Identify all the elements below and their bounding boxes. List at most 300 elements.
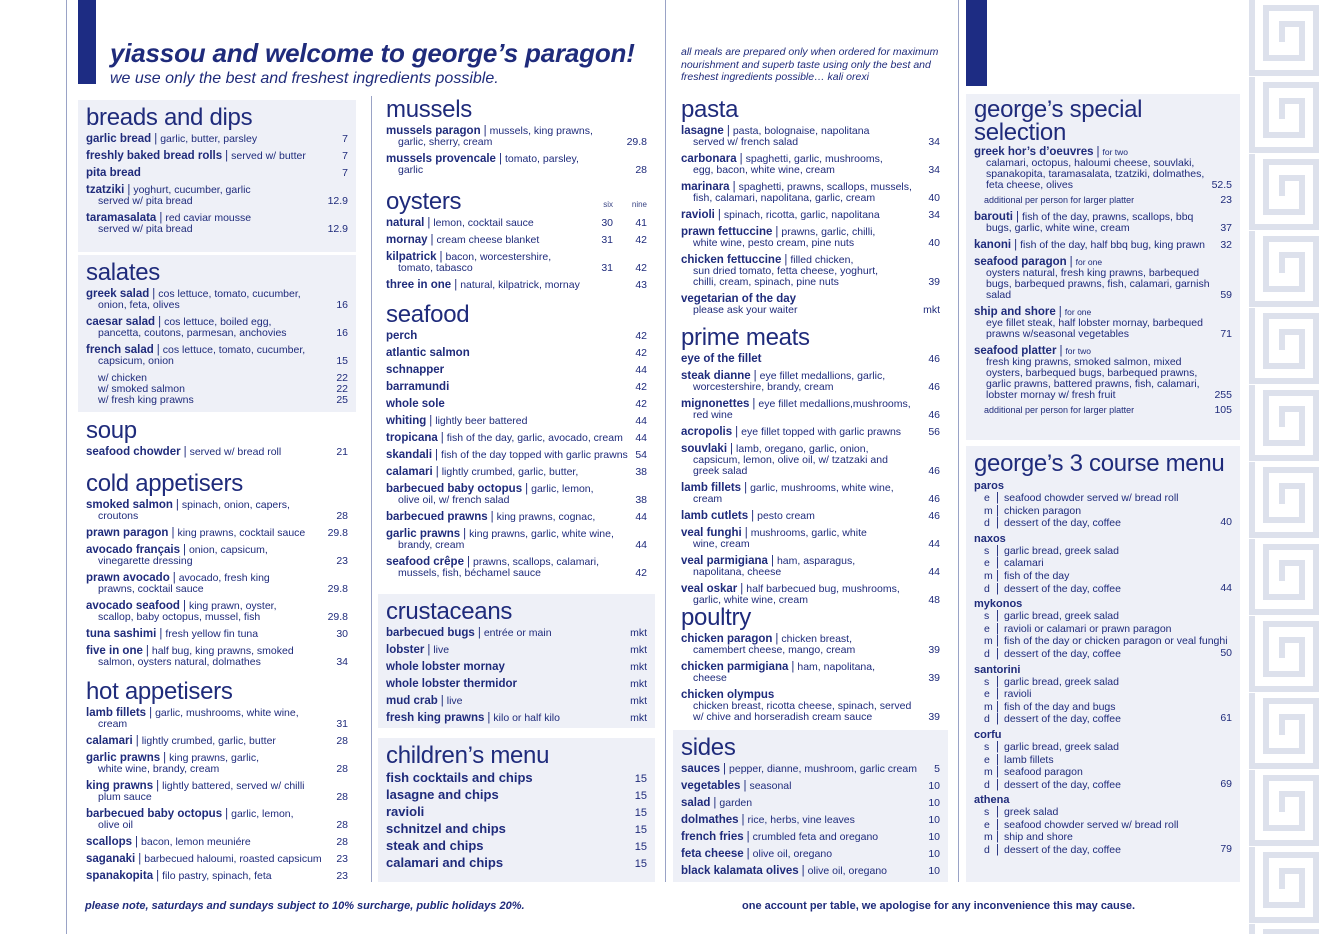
menu-item xyxy=(386,252,647,274)
course-line xyxy=(974,570,1232,583)
separator: | xyxy=(996,831,999,844)
item-text xyxy=(386,696,613,707)
item-name: saganaki xyxy=(86,853,136,865)
item-description-continued: feta cheese, olives xyxy=(986,179,1073,191)
separator: | xyxy=(743,780,747,792)
menu-item xyxy=(386,331,647,342)
item-name: seafood platter xyxy=(974,345,1057,357)
item-description: king prawns, cocktail sauce xyxy=(177,527,306,539)
separator: | xyxy=(739,153,743,165)
separator: | xyxy=(1014,239,1018,251)
menu-item xyxy=(86,213,348,235)
item-text xyxy=(86,753,314,775)
course-dish: dessert of the day, coffee xyxy=(1004,517,1121,530)
item-line xyxy=(386,696,613,707)
menu-item xyxy=(386,806,647,819)
item-price: 42 xyxy=(635,330,647,342)
item-line xyxy=(386,365,613,376)
course-menu-name: mykonos xyxy=(974,598,1023,611)
item-name: barouti xyxy=(974,211,1013,223)
item-text xyxy=(681,354,906,365)
separator: | xyxy=(463,528,467,540)
course-line xyxy=(974,557,1232,570)
menu-item xyxy=(86,500,348,522)
menu-section xyxy=(78,466,356,680)
item-description: eye fillet topped with garlic prawns xyxy=(741,426,902,438)
item-name: lobster xyxy=(386,644,425,656)
item-description-continued: garlic, sherry, cream xyxy=(398,136,493,148)
section-heading: soup xyxy=(86,417,137,444)
item-price: 15 xyxy=(634,807,647,819)
course-code: s xyxy=(984,610,990,623)
item-price: 46 xyxy=(928,409,940,421)
item-text xyxy=(974,146,1205,191)
item-text xyxy=(681,556,906,578)
item-name: lasagne xyxy=(681,125,724,137)
item-text xyxy=(681,815,906,826)
item-text xyxy=(86,447,314,458)
item-description: rice, herbs, vine leaves xyxy=(747,814,855,826)
item-description: garlic, mushrooms, white wine, xyxy=(750,482,894,494)
course-code: m xyxy=(984,831,993,844)
course-dish: seafood chowder served w/ bread roll xyxy=(1004,492,1179,504)
item-name: chicken fettuccine xyxy=(681,254,782,266)
item-name: five in one xyxy=(86,645,143,657)
menu-item xyxy=(86,185,348,207)
separator: | xyxy=(159,212,163,224)
item-text xyxy=(386,645,613,656)
item-description: olive oil, oregano xyxy=(807,865,888,877)
separator: | xyxy=(801,865,805,877)
menu-section xyxy=(78,255,356,412)
item-description: spinach, ricotta, garlic, napolitana xyxy=(723,209,880,221)
course-code: e xyxy=(984,492,990,504)
menu-item xyxy=(86,134,348,145)
item-description-continued: salad xyxy=(986,289,1012,301)
separator: | xyxy=(744,527,748,539)
separator: | xyxy=(427,217,431,229)
item-name: whiting xyxy=(386,415,427,427)
course-line xyxy=(974,517,1232,530)
menu-section xyxy=(966,446,1240,882)
course-line xyxy=(974,831,1232,844)
item-description-continued: bugs, barbequed prawns, fish, calamari, garnish xyxy=(986,278,1210,290)
item-name: ravioli xyxy=(681,209,715,221)
item-price: 32 xyxy=(1220,239,1232,251)
item-price: 21 xyxy=(336,446,348,458)
item-name: freshly baked bread rolls xyxy=(86,150,223,162)
separator: | xyxy=(156,344,160,356)
item-description-continued: egg, bacon, white wine, cream xyxy=(693,164,835,176)
menu-item xyxy=(386,789,647,802)
item-text xyxy=(386,252,579,274)
item-line xyxy=(681,866,906,877)
item-name: lasagne and chips xyxy=(386,787,499,802)
item-description: king prawn, oyster, xyxy=(188,600,277,612)
item-name: seafood chowder xyxy=(86,446,181,458)
course-line xyxy=(974,610,1232,623)
item-description: red caviar mousse xyxy=(165,212,252,224)
item-description-continued: lobster mornay w/ fresh fruit xyxy=(986,389,1116,401)
course-dish: dessert of the day, coffee xyxy=(1004,844,1121,857)
item-name: prawn avocado xyxy=(86,572,170,584)
course-dish: dessert of the day, coffee xyxy=(1004,713,1121,726)
item-line xyxy=(86,168,314,179)
item-price: 44 xyxy=(928,538,940,550)
separator: | xyxy=(726,125,730,137)
menu-item xyxy=(386,823,647,836)
menu-item xyxy=(86,545,348,567)
menu-item xyxy=(86,837,348,848)
item-price: 10 xyxy=(928,831,940,843)
course-code: e xyxy=(984,688,990,701)
column-divider xyxy=(665,0,666,882)
course-dish: garlic bread, greek salad xyxy=(1004,675,1119,688)
item-price: 15 xyxy=(336,355,348,367)
item-price: 39 xyxy=(928,644,940,656)
separator: | xyxy=(163,752,167,764)
item-text xyxy=(386,679,613,690)
separator: | xyxy=(740,583,744,595)
course-menu-price: 44 xyxy=(1220,581,1232,594)
item-description: fish of the day topped with garlic prawns xyxy=(441,449,628,461)
menu-item xyxy=(86,854,348,865)
item-price: 10 xyxy=(928,814,940,826)
item-text xyxy=(86,151,314,162)
separator: | xyxy=(746,831,750,843)
account-note: one account per table, we apologise for any inconvenience this may cause. xyxy=(742,900,1136,912)
separator: | xyxy=(996,778,999,791)
item-name: acropolis xyxy=(681,426,733,438)
item-description-continued: chicken breast, ricotta cheese, spinach, served xyxy=(693,700,912,712)
course-menu-name: athena xyxy=(974,794,1010,807)
item-price: 34 xyxy=(928,164,940,176)
item-price: 41 xyxy=(635,217,647,229)
item-name: lamb cutlets xyxy=(681,510,749,522)
item-text xyxy=(681,444,906,477)
course-code: m xyxy=(984,766,993,779)
item-description: spaghetti, prawns, scallops, mussels, xyxy=(738,181,912,193)
menu-item xyxy=(86,736,348,747)
item-name: scallops xyxy=(86,836,133,848)
item-line xyxy=(386,789,613,802)
item-text xyxy=(86,213,314,235)
item-text xyxy=(86,837,314,848)
item-description-continued: garlic prawns, battered prawns, fish, calamari, xyxy=(986,378,1200,390)
item-price: 15 xyxy=(634,858,647,870)
course-line xyxy=(974,492,1232,505)
menu-section xyxy=(78,100,356,252)
item-text xyxy=(86,528,314,539)
item-description: pepper, dianne, mushroom, garlic cream xyxy=(729,763,917,775)
item-text xyxy=(386,713,613,724)
separator: | xyxy=(430,234,434,246)
item-description: seasonal xyxy=(749,780,792,792)
menu-section xyxy=(673,92,948,328)
column-divider xyxy=(958,0,959,882)
item-price: 43 xyxy=(635,279,647,291)
item-text xyxy=(681,849,906,860)
menu-section xyxy=(966,94,1240,440)
course-dish: dessert of the day, coffee xyxy=(1004,778,1121,791)
item-description-continued: chilli, cream, spinach, pine nuts xyxy=(693,276,839,288)
item-price: 23 xyxy=(336,870,348,882)
item-price: 38 xyxy=(635,494,647,506)
item-description-continued: garlic, white wine, cream xyxy=(693,594,808,606)
item-description: lightly beer battered xyxy=(435,415,528,427)
separator: | xyxy=(752,398,756,410)
item-price: 42 xyxy=(635,347,647,359)
item-text xyxy=(681,398,911,421)
separator: | xyxy=(996,492,999,504)
menu-item xyxy=(386,399,647,410)
menu-item xyxy=(386,382,647,393)
item-description-continued: capsicum, onion xyxy=(98,355,174,367)
item-name: ship and shore xyxy=(974,306,1056,318)
separator: | xyxy=(784,254,788,266)
separator: | xyxy=(996,622,999,635)
course-code: e xyxy=(984,753,990,766)
item-description: eye fillet medallions, garlic, xyxy=(759,370,886,382)
item-description: garlic, lemon, xyxy=(231,808,294,820)
item-description: prawns, scallops, calamari, xyxy=(472,556,600,568)
item-price: mkt xyxy=(630,712,647,724)
item-text xyxy=(86,545,314,567)
item-description-continued: vinegarette dressing xyxy=(98,555,193,567)
item-description: cos lettuce, tomato, cucumber, xyxy=(158,288,301,300)
menu-item xyxy=(86,447,348,458)
item-text xyxy=(386,280,579,291)
separator: | xyxy=(741,814,745,826)
item-name: feta cheese xyxy=(681,848,744,860)
item-line xyxy=(386,382,613,393)
item-text xyxy=(386,218,579,229)
item-description-continued: w/ chive and horseradish cream sauce xyxy=(693,711,873,723)
separator: | xyxy=(996,635,999,648)
section-heading: sides xyxy=(681,734,736,761)
separator: | xyxy=(996,504,999,517)
item-text xyxy=(86,781,314,803)
item-name: marinara xyxy=(681,181,730,193)
course-code: e xyxy=(984,557,990,570)
section-heading: poultry xyxy=(681,604,751,631)
section-heading: pasta xyxy=(681,96,739,123)
item-name: barbecued baby octopus xyxy=(386,483,523,495)
course-dish: dessert of the day, coffee xyxy=(1004,647,1121,660)
item-text xyxy=(86,317,314,339)
item-name: caesar salad xyxy=(86,316,156,328)
item-price: 52.5 xyxy=(1211,179,1232,191)
separator: | xyxy=(135,735,139,747)
separator: | xyxy=(996,700,999,713)
menu-item xyxy=(681,126,940,148)
item-text xyxy=(386,557,613,579)
item-line xyxy=(681,511,906,522)
item-text xyxy=(386,348,613,359)
separator: | xyxy=(439,251,443,263)
item-text xyxy=(974,306,1203,340)
course-code: d xyxy=(984,582,990,595)
item-name: barbecued baby octopus xyxy=(86,808,223,820)
menu-item xyxy=(386,840,647,853)
item-line xyxy=(386,806,613,819)
item-text xyxy=(386,840,613,853)
item-line xyxy=(386,280,579,291)
item-price: 44 xyxy=(635,511,647,523)
item-line xyxy=(681,427,906,438)
separator: | xyxy=(732,181,736,193)
menu-item xyxy=(974,240,1232,251)
item-price: 28 xyxy=(635,164,647,176)
item-text xyxy=(681,763,917,775)
item-name: prawn fettuccine xyxy=(681,226,773,238)
menu-item xyxy=(386,365,647,376)
item-line xyxy=(86,528,314,539)
item-text xyxy=(681,689,912,723)
menu-item xyxy=(974,346,1232,401)
item-description-continued: cream xyxy=(98,718,128,730)
menu-item xyxy=(681,427,940,438)
item-option xyxy=(974,405,1232,416)
section-heading: george’s 3 course menu xyxy=(974,450,1225,477)
item-name: garlic prawns xyxy=(86,752,161,764)
course-menu-option xyxy=(974,794,1232,856)
menu-item xyxy=(86,753,348,775)
item-description: live xyxy=(433,644,450,656)
item-price: 28 xyxy=(336,735,348,747)
item-text xyxy=(974,239,1205,251)
item-name: calamari xyxy=(386,466,433,478)
surcharge-note: please note, saturdays and sundays subject to 10% surcharge, public holidays 20%. xyxy=(85,900,525,912)
item-price: 28 xyxy=(336,510,348,522)
item-name: barramundi xyxy=(386,381,450,393)
menu-item xyxy=(681,815,940,826)
menu-item xyxy=(386,235,647,246)
item-line xyxy=(681,815,906,826)
item-description: spaghetti, garlic, mushrooms, xyxy=(745,153,883,165)
item-name: taramasalata xyxy=(86,212,157,224)
item-text xyxy=(86,289,314,311)
item-price: 5 xyxy=(934,763,940,775)
item-name: mud crab xyxy=(386,695,438,707)
course-line xyxy=(974,779,1232,792)
item-name: tuna sashimi xyxy=(86,628,157,640)
course-menu-price: 50 xyxy=(1220,646,1232,659)
item-price: 42 xyxy=(635,567,647,579)
course-dish: garlic bread, greek salad xyxy=(1004,740,1119,753)
separator: | xyxy=(183,446,187,458)
course-dish: garlic bread, greek salad xyxy=(1004,610,1119,623)
item-line xyxy=(386,449,628,461)
item-name: skandali xyxy=(386,449,433,461)
item-description: king prawns, garlic, white wine, xyxy=(469,528,614,540)
item-price: 48 xyxy=(928,594,940,606)
item-description-continued: served w/ pita bread xyxy=(98,223,193,235)
separator: | xyxy=(1015,211,1019,223)
item-name: avocado français xyxy=(86,544,180,556)
item-price: 42 xyxy=(635,234,647,246)
item-description: lamb, oregano, garlic, onion, xyxy=(736,443,869,455)
item-description: lemon, cocktail sauce xyxy=(433,217,534,229)
item-text xyxy=(86,185,314,207)
item-description: fresh yellow fin tuna xyxy=(165,628,259,640)
item-description: kilo or half kilo xyxy=(493,712,560,724)
item-text xyxy=(386,449,628,461)
separator: | xyxy=(1069,256,1073,268)
item-price: 7 xyxy=(342,133,348,145)
item-description: lightly crumbed, garlic, butter, xyxy=(441,466,579,478)
item-text xyxy=(86,601,314,623)
item-name: tropicana xyxy=(386,432,438,444)
course-line xyxy=(974,676,1232,689)
menu-item xyxy=(681,662,940,684)
course-menu-name: corfu xyxy=(974,728,1002,741)
menu-item xyxy=(681,154,940,176)
item-price: 29.8 xyxy=(327,611,348,623)
separator: | xyxy=(154,133,158,145)
item-name: veal oskar xyxy=(681,583,738,595)
item-price: 15 xyxy=(634,824,647,836)
item-line xyxy=(386,840,613,853)
item-description: chicken breast, xyxy=(781,633,853,645)
item-name: tzatziki xyxy=(86,184,125,196)
option-label: w/ smoked salmon xyxy=(98,383,185,395)
course-line xyxy=(974,754,1232,767)
option-label: additional per person for larger platter xyxy=(984,195,1135,205)
course-dish: ship and shore xyxy=(1004,831,1073,844)
menu-item xyxy=(681,399,940,421)
item-price: 31 xyxy=(601,234,613,246)
item-name: mussels provencale xyxy=(386,153,496,165)
course-line xyxy=(974,648,1232,661)
separator: | xyxy=(770,555,774,567)
menu-item xyxy=(681,832,940,843)
item-line xyxy=(681,798,906,809)
item-description-continued: olive oil, w/ french salad xyxy=(398,494,510,506)
item-price: 38 xyxy=(635,466,647,478)
item-name: avocado seafood xyxy=(86,600,180,612)
item-line xyxy=(386,628,613,639)
option-price: 105 xyxy=(1214,404,1232,416)
menu-item xyxy=(386,218,647,229)
column-divider xyxy=(371,96,372,882)
section-heading: prime meats xyxy=(681,324,810,351)
item-description: tomato, parsley, xyxy=(504,153,579,165)
item-text xyxy=(386,416,613,427)
item-text xyxy=(681,294,906,316)
item-line xyxy=(86,447,314,458)
menu-item xyxy=(681,849,940,860)
separator: | xyxy=(429,415,433,427)
item-name: calamari and chips xyxy=(386,855,504,870)
item-text xyxy=(681,662,906,684)
separator: | xyxy=(996,557,999,570)
item-description: ham, asparagus, xyxy=(776,555,856,567)
page-subtitle: we use only the best and freshest ingredients possible. xyxy=(110,70,499,87)
item-description: pasta, bolognaise, napolitana xyxy=(732,125,870,137)
item-name: veal parmigiana xyxy=(681,555,768,567)
separator: | xyxy=(996,675,999,688)
item-description-continued: worcestershire, brandy, cream xyxy=(693,381,834,393)
item-description-continued: brandy, cream xyxy=(398,539,465,551)
item-text xyxy=(386,484,613,506)
item-description: king prawns, garlic, xyxy=(169,752,260,764)
separator: | xyxy=(723,763,727,775)
item-description-continued: prawns, cocktail sauce xyxy=(98,583,204,595)
menu-item xyxy=(86,629,348,640)
item-line xyxy=(386,235,579,246)
item-text xyxy=(681,371,906,393)
